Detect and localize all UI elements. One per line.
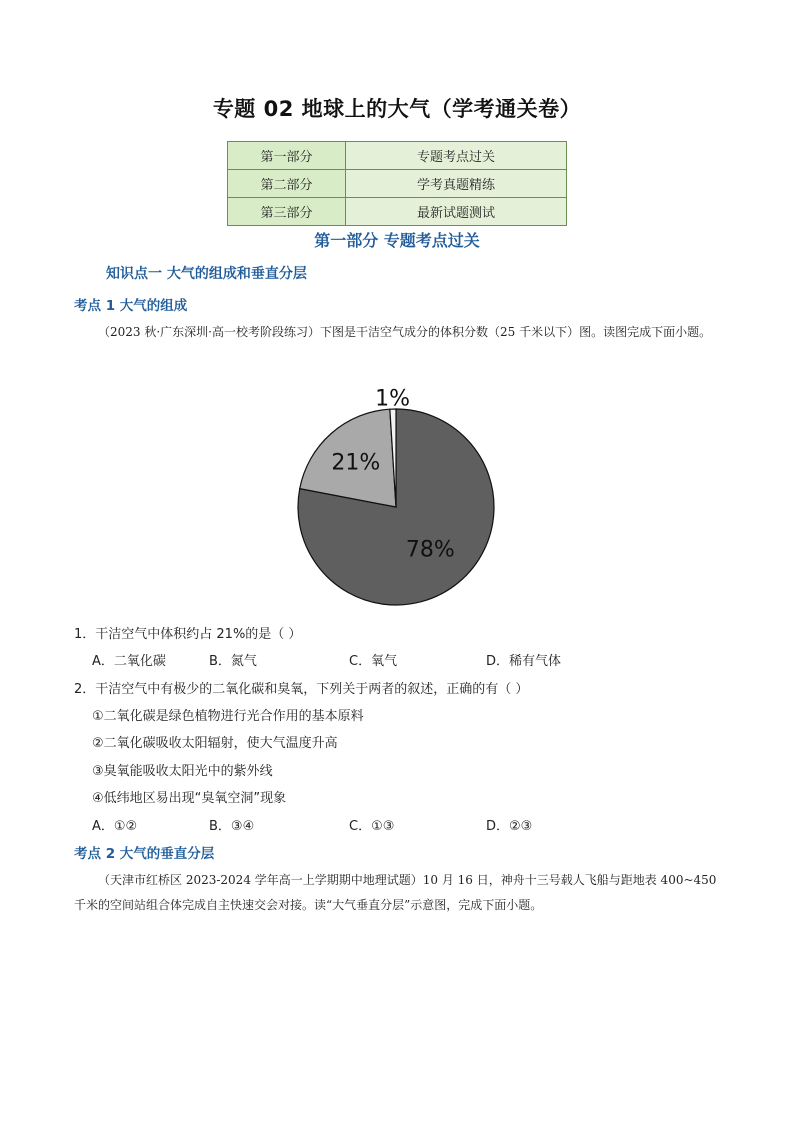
question-2-statement: ④低纬地区易出现“臭氧空洞”现象	[92, 791, 287, 806]
pie-label: 78%	[405, 537, 455, 563]
contents-row	[228, 198, 567, 226]
contents-table	[227, 141, 567, 226]
pie-label: 21%	[331, 450, 381, 476]
question-1-option-a: A．二氧化碳	[92, 654, 166, 669]
question-2-stem: 2．干洁空气中有极少的二氧化碳和臭氧，下列关于两者的叙述，正确的有（ ）	[74, 682, 529, 697]
question-2-statement: ③臭氧能吸收太阳光中的紫外线	[92, 764, 273, 779]
question-2-statement: ①二氧化碳是绿色植物进行光合作用的基本原料	[92, 709, 364, 724]
knowledge-point-heading: 知识点一 大气的组成和垂直分层	[106, 266, 307, 282]
contents-row	[228, 142, 567, 170]
contents-name: 最新试题测试	[346, 198, 567, 226]
question-1-option-c: C．氧气	[349, 654, 398, 669]
question-2-option-c: C．①③	[349, 819, 395, 834]
question-1-stem: 1．干洁空气中体积约占 21%的是（ ）	[74, 627, 302, 642]
question-2-option-a: A．①②	[92, 819, 138, 834]
contents-part: 第二部分	[228, 170, 346, 198]
exam-point-2-heading: 考点 2 大气的垂直分层	[74, 846, 215, 862]
pie-chart	[296, 377, 496, 609]
question-1-option-b: B．氮气	[209, 654, 257, 669]
question-2-option-d: D．②③	[486, 819, 533, 834]
contents-part: 第一部分	[228, 142, 346, 170]
question-2-statement: ②二氧化碳吸收太阳辐射，使大气温度升高	[92, 736, 338, 751]
question-1-option-d: D．稀有气体	[486, 654, 562, 669]
part-heading: 第一部分 专题考点过关	[314, 231, 480, 250]
question-2-option-b: B．③④	[209, 819, 255, 834]
page-title: 专题 02 地球上的大气（学考通关卷）	[212, 97, 582, 121]
contents-part: 第三部分	[228, 198, 346, 226]
question-intro-2: （天津市红桥区 2023-2024 学年高一上学期期中地理试题）10 月 16 日，神舟十三号载人飞船与距地表 400~450 千米的空间站组合体完成自主快速交会对接。读“大气垂直分层”示意图，完成下面小题。	[74, 873, 717, 912]
contents-name: 学考真题精练	[346, 170, 567, 198]
exam-point-1-heading: 考点 1 大气的组成	[74, 298, 188, 314]
contents-name: 专题考点过关	[346, 142, 567, 170]
question-intro-1: （2023 秋·广东深圳·高一校考阶段练习）下图是干洁空气成分的体积分数（25 千米以下）图。读图完成下面小题。	[98, 325, 712, 339]
contents-row	[228, 170, 567, 198]
pie-label: 1%	[375, 386, 411, 412]
